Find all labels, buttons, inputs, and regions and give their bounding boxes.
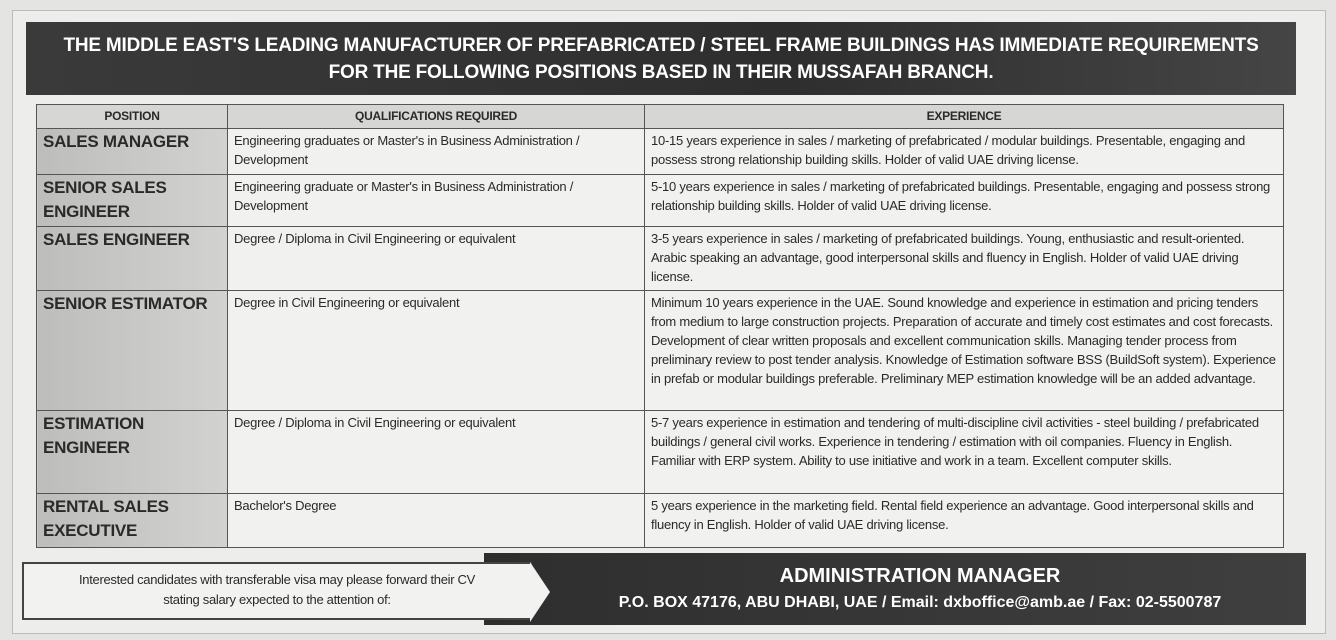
qualifications-cell: Degree / Diploma in Civil Engineering or equivalent bbox=[228, 411, 645, 494]
application-instructions bbox=[22, 562, 532, 620]
qualifications-cell: Engineering graduate or Master's in Business Administration / Development bbox=[228, 175, 645, 227]
position-cell: RENTAL SALES EXECUTIVE bbox=[37, 494, 228, 548]
header-experience: EXPERIENCE bbox=[645, 105, 1284, 129]
cta-line-1: Interested candidates with transferable visa may please forward their CV bbox=[78, 572, 476, 587]
table-row bbox=[37, 129, 1284, 175]
qualifications-cell: Degree / Diploma in Civil Engineering or equivalent bbox=[228, 227, 645, 291]
table-row bbox=[37, 291, 1284, 411]
table-row bbox=[37, 494, 1284, 548]
position-cell: SALES MANAGER bbox=[37, 129, 228, 175]
table-row bbox=[37, 175, 1284, 227]
contact-title: ADMINISTRATION MANAGER bbox=[779, 565, 1061, 587]
headline-banner bbox=[26, 22, 1296, 95]
position-cell: SALES ENGINEER bbox=[37, 227, 228, 291]
header-position: POSITION bbox=[37, 105, 228, 129]
positions-table bbox=[36, 104, 1284, 548]
position-cell: ESTIMATION ENGINEER bbox=[37, 411, 228, 494]
table-row bbox=[37, 227, 1284, 291]
table-header-row bbox=[37, 105, 1284, 129]
qualifications-cell: Bachelor's Degree bbox=[228, 494, 645, 548]
experience-cell: Minimum 10 years experience in the UAE. Sound knowledge and experience in estimation and pricing tenders from medium to large construction projects. Preparation of accurate and timely cost estimates and cost forecasts. Development of clear written proposals and excellent communication skills. Managing tender process from preliminary review to post tender analysis. Knowledge of Estimation software BSS (BuildSoft system). Experience in prefab or modular buildings preferable. Preliminary MEP estimation knowledge will be an added advantage. bbox=[645, 291, 1284, 411]
cta-line-2: stating salary expected to the attention of: bbox=[163, 592, 391, 607]
qualifications-cell: Engineering graduates or Master's in Business Administration / Development bbox=[228, 129, 645, 175]
position-cell: SENIOR ESTIMATOR bbox=[37, 291, 228, 411]
contact-block bbox=[484, 553, 1306, 625]
position-cell: SENIOR SALES ENGINEER bbox=[37, 175, 228, 227]
header-qualifications: QUALIFICATIONS REQUIRED bbox=[228, 105, 645, 129]
qualifications-cell: Degree in Civil Engineering or equivalent bbox=[228, 291, 645, 411]
headline-line-1: THE MIDDLE EAST'S LEADING MANUFACTURER OF PREFABRICATED / STEEL FRAME BUILDINGS HAS IMMEDIATE REQUIREMENTS bbox=[63, 35, 1259, 56]
experience-cell: 3-5 years experience in sales / marketing of prefabricated buildings. Young, enthusiastic and result-oriented. Arabic speaking an advantage, good interpersonal skills and fluency in English. Holder of valid UAE driving license. bbox=[645, 227, 1284, 291]
arrow-right-icon bbox=[530, 562, 550, 622]
experience-cell: 5-7 years experience in estimation and tendering of multi-discipline civil activities - steel building / prefabricated buildings / general civil works. Experience in tendering / estimation with oil companies. Fluency in English. Familiar with ERP system. Ability to use initiative and work in a team. Excellent computer skills. bbox=[645, 411, 1284, 494]
table-row bbox=[37, 411, 1284, 494]
headline-line-2: FOR THE FOLLOWING POSITIONS BASED IN THEIR MUSSAFAH BRANCH. bbox=[328, 62, 994, 83]
contact-address: P.O. BOX 47176, ABU DHABI, UAE / Email: dxboffice@amb.ae / Fax: 02-5500787 bbox=[618, 594, 1222, 611]
experience-cell: 5 years experience in the marketing field. Rental field experience an advantage. Good interpersonal skills and fluency in English. Holder of valid UAE driving license. bbox=[645, 494, 1284, 548]
experience-cell: 10-15 years experience in sales / marketing of prefabricated / modular buildings. Presentable, engaging and possess strong relationship building skills. Holder of valid UAE driving license. bbox=[645, 129, 1284, 175]
experience-cell: 5-10 years experience in sales / marketing of prefabricated buildings. Presentable, engaging and possess strong relationship building skills. Holder of valid UAE driving license. bbox=[645, 175, 1284, 227]
